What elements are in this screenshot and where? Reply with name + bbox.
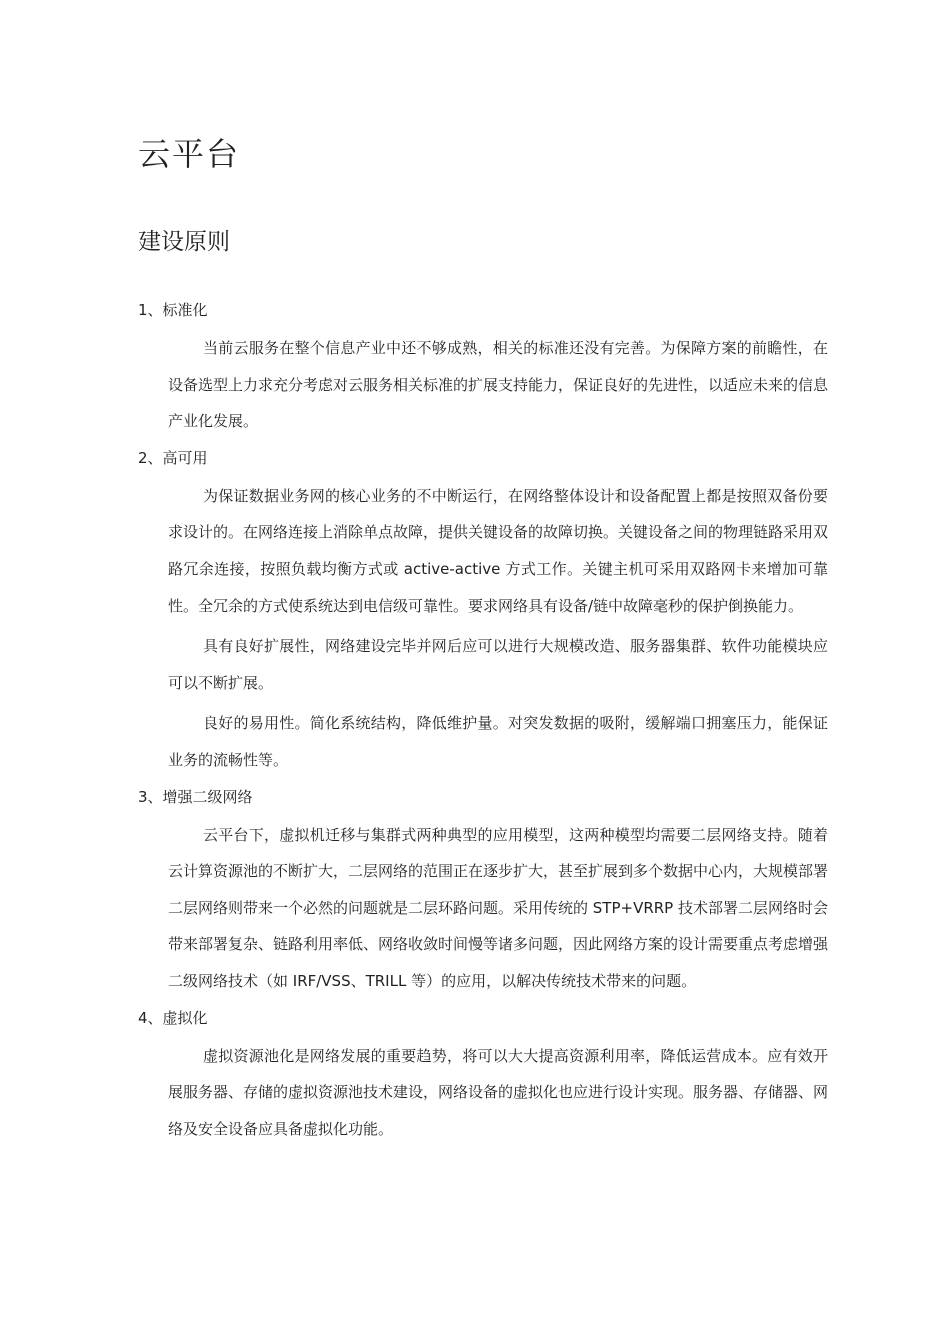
paragraph: 虚拟资源池化是网络发展的重要趋势，将可以大大提高资源利用率，降低运营成本。应有效开展服务器、存储的虚拟资源池技术建设，网络设备的虚拟化也应进行设计实现。服务器、存储器、网络及安全设备应具备虚拟化功能。 bbox=[168, 1046, 829, 1138]
section-heading: 建设原则 bbox=[138, 229, 230, 255]
paragraph: 具有良好扩展性，网络建设完毕并网后应可以进行大规模改造、服务器集群、软件功能模块应可以不断扩展。 bbox=[168, 637, 828, 692]
paragraph: 为保证数据业务网的核心业务的不中断运行，在网络整体设计和设备配置上都是按照双备份要求设计的。在网络连接上消除单点故障，提供关键设备的故障切换。关键设备之间的物理链路采用双路冗余连接，按照负载均衡方式或 active-active 方式工作。关键主机可采用双路网卡来增加可靠性。全冗余的方式使系统达到电信级可靠性。要求网络具有设备/链中故障毫秒的保护倒换能力。 bbox=[168, 486, 829, 615]
paragraph: 云平台下，虚拟机迁移与集群式两种典型的应用模型，这两种模型均需要二层网络支持。随着云计算资源池的不断扩大，二层网络的范围正在逐步扩大，甚至扩展到多个数据中心内，大规模部署二层网络则带来一个必然的问题就是二层环路问题。采用传统的 STP+VRRP 技术部署二层网络时会带来部署复杂、链路利用率低、网络收敛时间慢等诸多问题，因此网络方案的设计需要重点考虑增强二级网络技术（如 IRF/VSS、TRILL 等）的应用，以解决传统技术带来的问题。 bbox=[168, 825, 829, 990]
paragraph: 良好的易用性。简化系统结构，降低维护量。对突发数据的吸附，缓解端口拥塞压力，能保证业务的流畅性等。 bbox=[168, 714, 828, 769]
item-title: 1、标准化 bbox=[138, 301, 208, 319]
paragraph: 当前云服务在整个信息产业中还不够成熟，相关的标准还没有完善。为保障方案的前瞻性，在设备选型上力求充分考虑对云服务相关标准的扩展支持能力，保证良好的先进性，以适应未来的信息产业化发展。 bbox=[168, 339, 829, 431]
document-body bbox=[138, 296, 828, 1151]
section-virtualization bbox=[138, 1004, 828, 1148]
item-title: 3、增强二级网络 bbox=[138, 787, 253, 806]
item-title: 4、虚拟化 bbox=[138, 1008, 208, 1027]
section-enhanced-layer2-network bbox=[138, 783, 828, 1000]
item-title: 2、高可用 bbox=[138, 448, 208, 467]
section-high-availability bbox=[138, 444, 828, 779]
document-title: 云平台 bbox=[138, 135, 241, 173]
section-standardization bbox=[138, 296, 828, 440]
